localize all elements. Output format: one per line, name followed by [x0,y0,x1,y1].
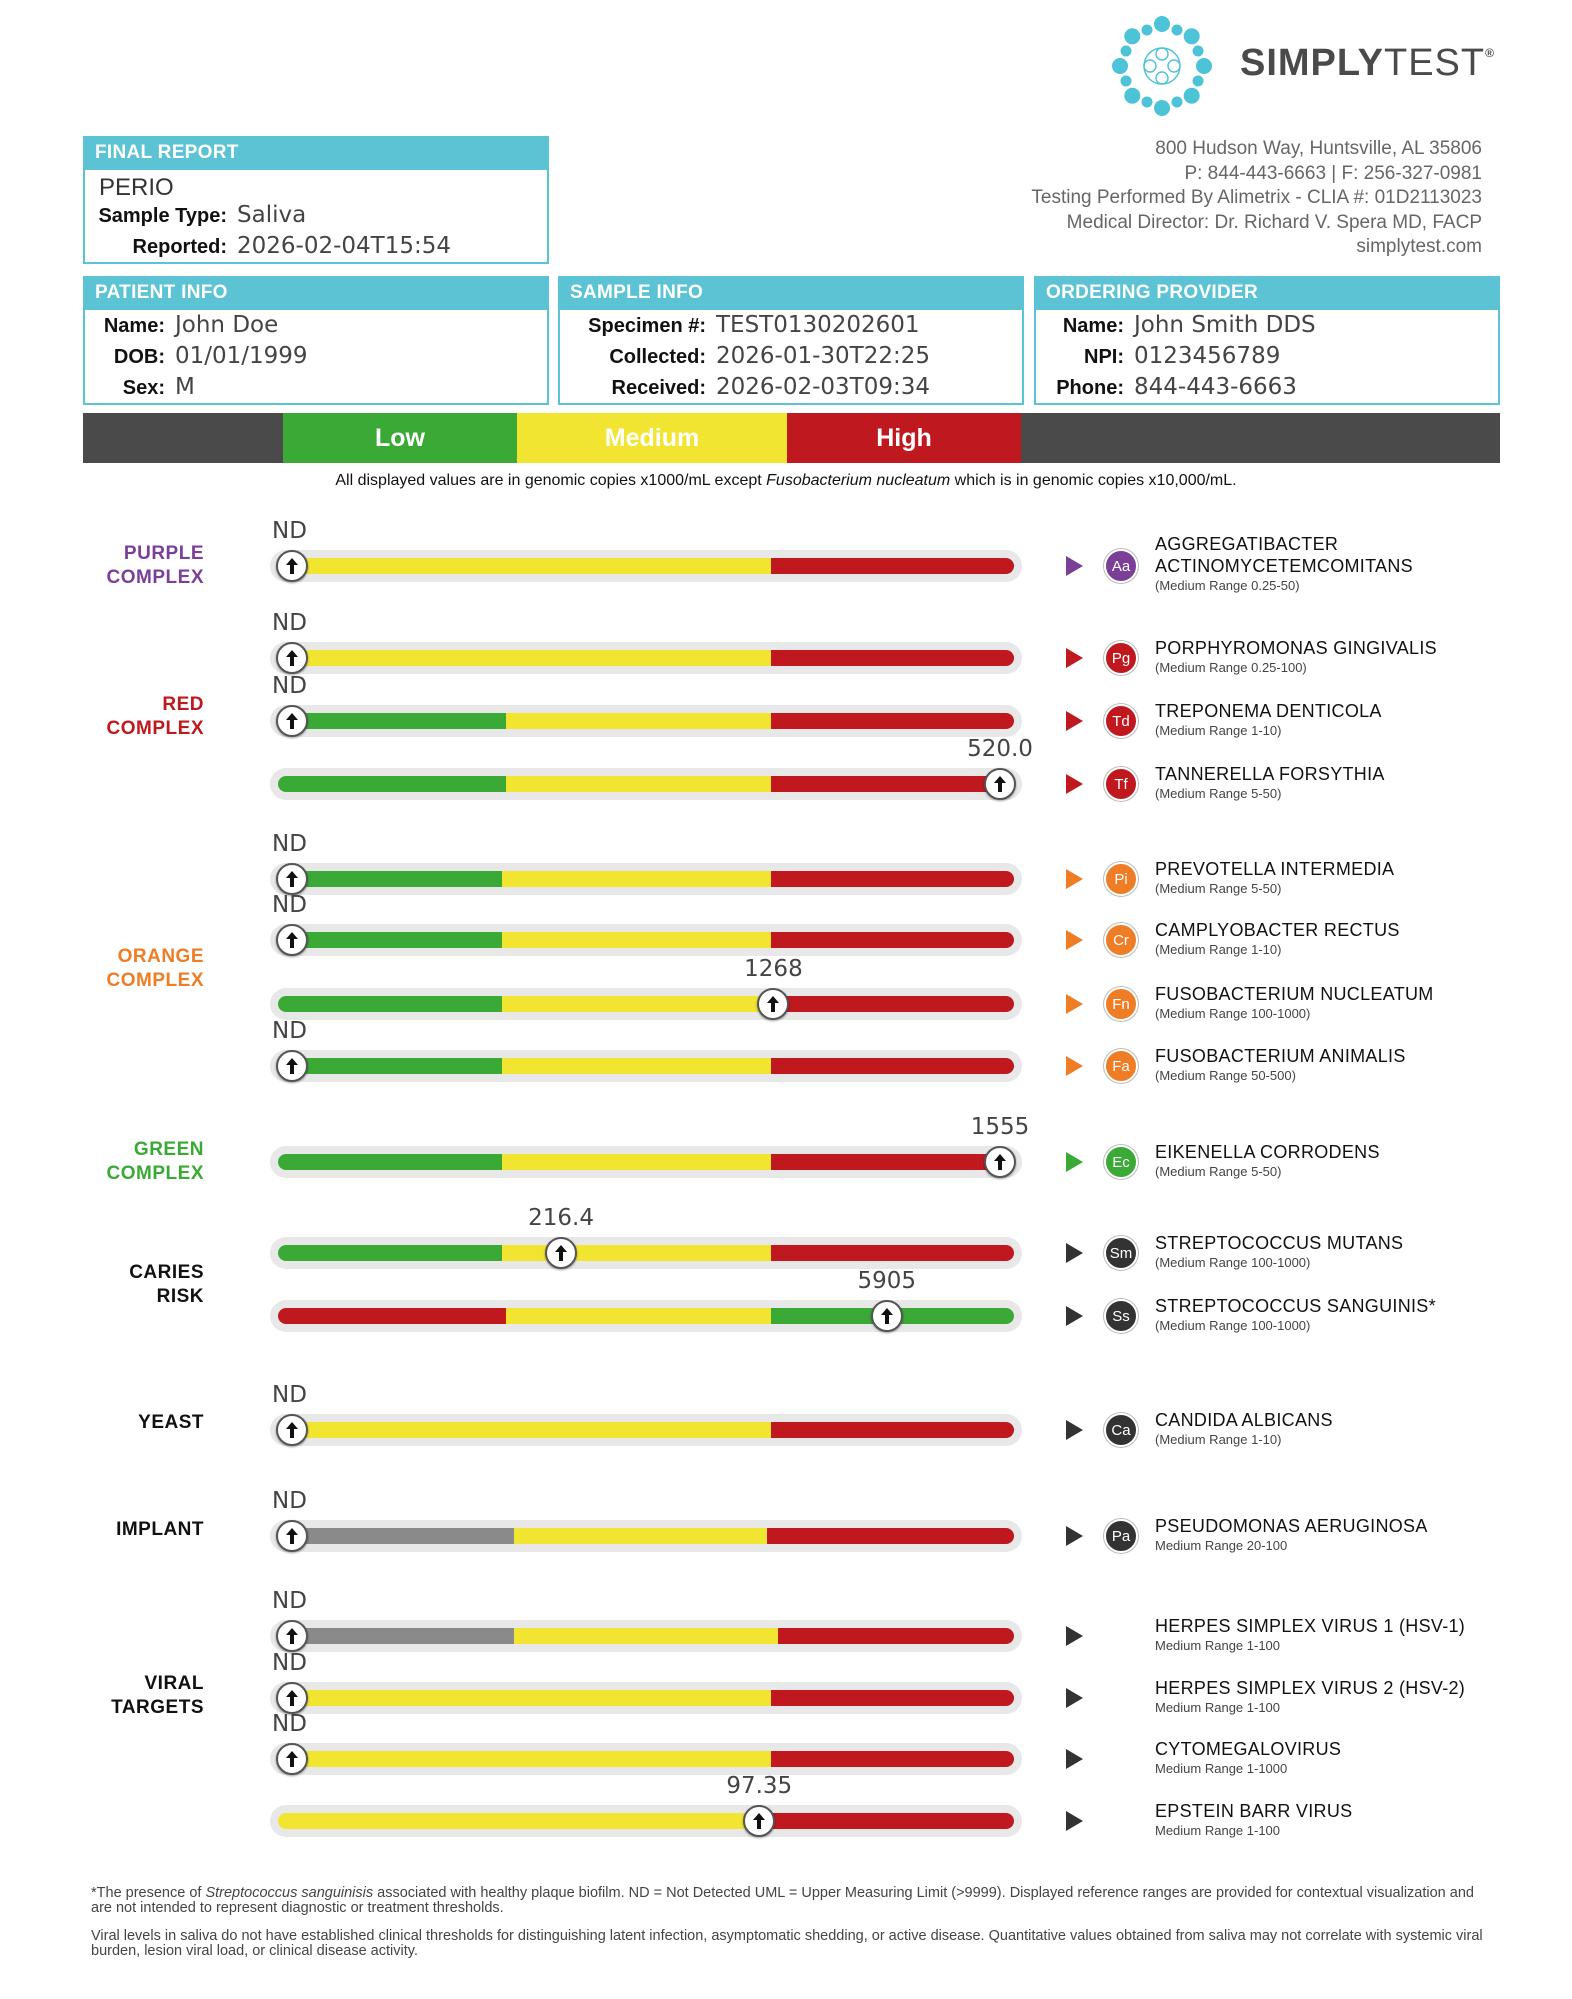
organism-label [1155,637,1437,677]
gauge-fill [278,871,1014,887]
reported-label: Reported: [132,236,227,258]
expand-arrow-icon[interactable] [1066,711,1083,731]
gauge-value: ND [272,1382,307,1408]
gauge-track [270,1520,1022,1552]
expand-arrow-icon[interactable] [1066,869,1083,889]
gauge-marker [276,1520,308,1552]
organism-label [1155,1141,1380,1181]
organism-label [1155,1295,1436,1335]
provider-phone-label: Phone: [1056,377,1124,399]
gauge-fill [278,932,1014,948]
organism-range: (Medium Range 1-10) [1155,723,1282,738]
gauge-band-green [278,1245,502,1261]
expand-arrow-icon[interactable] [1066,556,1083,576]
arrow-up-icon [553,1244,569,1262]
gauge-band-yellow [502,932,771,948]
gauge-marker [276,1050,308,1082]
organism-badge: Pg [1104,641,1138,675]
gauge-track [270,1050,1022,1082]
ordering-provider-box [1034,276,1500,405]
patient-name-label: Name: [103,315,165,337]
gauge-marker [984,768,1016,800]
ordering-provider-header: ORDERING PROVIDER [1036,278,1498,310]
medical-director-line: Medical Director: Dr. Richard V. Spera MD, FACP [1066,211,1482,233]
final-report-box [83,136,549,264]
arrow-up-icon [284,870,300,888]
npi-label: NPI: [1084,346,1124,368]
gauge-band-yellow [502,996,771,1012]
gauge-value: ND [272,1588,307,1614]
gauge-band-red [771,1058,1014,1074]
sample-info-box [558,276,1024,405]
expand-arrow-icon[interactable] [1066,930,1083,950]
arrow-up-icon [284,1057,300,1075]
collected-value: 2026-01-30T22:25 [716,343,930,369]
gauge-value: 5905 [857,1268,916,1294]
gauge-fill [278,558,1014,574]
arrow-up-icon [284,1421,300,1439]
organism-badge: Cr [1104,923,1138,957]
viral-targets-label: VIRAL TARGETS [111,1673,204,1718]
legend-low: Low [283,413,517,463]
organism-name: TREPONEMA DENTICOLA [1155,701,1382,721]
gauge-band-yellow [514,1628,779,1644]
gauge-value: ND [272,1018,307,1044]
gauge-band-red [771,1751,1014,1767]
organism-badge: Aa [1104,549,1138,583]
gauge-marker [276,550,308,582]
organism-range: Medium Range 1-1000 [1155,1761,1288,1776]
organism-badge: Td [1104,704,1138,738]
provider-name-value: John Smith DDS [1134,312,1316,338]
organism-name: AGGREGATIBACTER [1155,534,1339,554]
footnote-viral: Viral levels in saliva do not have established clinical thresholds for distinguishing latent infection, asymptomatic shedding, or active disease. Quantitative values obtained from saliva may not correlate with systemic viral burden, lesion viral load, or clinical disease activity. [91,1928,1483,1959]
organism-badge: Ca [1104,1413,1138,1447]
gauge-track [270,550,1022,582]
expand-arrow-icon[interactable] [1066,1306,1083,1326]
gauge-value: ND [272,1650,307,1676]
arrow-up-icon [284,931,300,949]
gauge-value: 97.35 [726,1773,793,1799]
gauge-marker [871,1300,903,1332]
gauge-band-yellow [506,1308,771,1324]
gauge-track [270,1300,1022,1332]
gauge-value: ND [272,610,307,636]
gauge-band-yellow [278,1751,771,1767]
gauge-track [270,1237,1022,1269]
gauge-marker [276,642,308,674]
specimen-value: TEST0130202601 [716,312,920,338]
organism-name: PREVOTELLA INTERMEDIA [1155,859,1395,879]
gauge-value: 216.4 [528,1205,594,1231]
gauge-marker [276,1414,308,1446]
organism-range: (Medium Range 50-500) [1155,1068,1296,1083]
gauge-marker [276,863,308,895]
brand-name: SIMPLYTEST® [1240,42,1495,84]
gauge-band-red [771,1422,1014,1438]
gauge-track [270,863,1022,895]
gauge-value: ND [272,831,307,857]
gauge-value: ND [272,1488,307,1514]
gauge-band-red [771,558,1014,574]
expand-arrow-icon[interactable] [1066,1420,1083,1440]
organism-badge: Ec [1104,1145,1138,1179]
gauge-track [270,768,1022,800]
organism-name: ACTINOMYCETEMCOMITANS [1155,556,1413,576]
gauge-band-red [771,776,1014,792]
gauge-track [270,642,1022,674]
patient-name-value: John Doe [175,312,279,338]
gauge-band-red [278,1308,506,1324]
organism-range: (Medium Range 0.25-100) [1155,660,1307,675]
gauge-fill [278,1245,1014,1261]
gauge-band-red [771,871,1014,887]
specimen-label: Specimen #: [588,315,706,337]
purple-complex-label: PURPLE COMPLEX [106,543,204,588]
organism-badge: Fn [1104,987,1138,1021]
organism-name: HERPES SIMPLEX VIRUS 1 (HSV-1) [1155,1616,1466,1636]
patient-info-box [83,276,549,405]
address-line: 800 Hudson Way, Huntsville, AL 35806 [1155,138,1482,159]
gauge-track [270,1805,1022,1837]
gauge-track [270,1414,1022,1446]
gauge-band-red [771,713,1014,729]
gauge-band-red [771,1813,1014,1829]
gauge-track [270,1620,1022,1652]
gauge-track [270,1682,1022,1714]
arrow-up-icon [284,1527,300,1545]
patient-info-header: PATIENT INFO [85,278,547,310]
gauge-band-yellow [502,1245,771,1261]
footnote-sanguinis: *The presence of Streptococcus sanguinisis associated with healthy plaque biofilm. ND = Not Detected UML = Upper Measuring Limit (>9999). Displayed reference ranges are provided for contextual visualization and are not intended to represent diagnostic or treatment thresholds. [91,1885,1474,1916]
organism-badge: Tf [1104,767,1138,801]
expand-arrow-icon[interactable] [1066,1749,1083,1769]
gauge-track [270,1146,1022,1178]
gauge-fill [278,1751,1014,1767]
gauge-fill [278,776,1014,792]
green-complex-label: GREEN COMPLEX [106,1139,204,1184]
gauge-marker [276,705,308,737]
arrow-up-icon [992,775,1008,793]
organism-label [1155,1515,1428,1555]
gauge-band-red [771,650,1014,666]
gauge-fill [278,713,1014,729]
final-report-header: FINAL REPORT [85,138,547,170]
arrow-up-icon [879,1307,895,1325]
lab-address-block [1031,137,1482,260]
units-note: All displayed values are in genomic copies x1000/mL except Fusobacterium nucleatum which is in genomic copies x10,000/mL. [335,472,1237,489]
organism-badge: Sm [1104,1236,1138,1270]
gauge-track [270,1743,1022,1775]
gauge-band-green [278,776,506,792]
clia-line: Testing Performed By Alimetrix - CLIA #: 01D2113023 [1031,187,1482,208]
gauge-band-yellow [502,1058,771,1074]
gauge-value: ND [272,1711,307,1737]
gauge-band-yellow [502,1154,771,1170]
gauge-band-red [771,1245,1014,1261]
organism-range: (Medium Range 5-50) [1155,786,1282,801]
organism-label [1155,700,1382,740]
level-legend-bar [83,413,1500,463]
organism-name: FUSOBACTERIUM NUCLEATUM [1155,984,1434,1004]
website-link[interactable]: simplytest.com [1356,236,1482,257]
arrow-up-icon [284,1627,300,1645]
gauge-marker [276,1743,308,1775]
gauge-marker [743,1805,775,1837]
sample-type-value: Saliva [237,202,307,228]
gauge-band-red [767,1528,1014,1544]
legend-high: High [787,413,1021,463]
organism-label [1155,983,1434,1023]
expand-arrow-icon[interactable] [1066,1526,1083,1546]
gauge-band-red [771,996,1014,1012]
sample-info-header: SAMPLE INFO [560,278,1022,310]
organism-name: STREPTOCOCCUS SANGUINIS* [1155,1296,1436,1316]
organism-name: HERPES SIMPLEX VIRUS 2 (HSV-2) [1155,1678,1466,1698]
organism-badge: Ss [1104,1299,1138,1333]
expand-arrow-icon[interactable] [1066,1152,1083,1172]
gauge-value: 1555 [970,1114,1030,1140]
sample-type-label: Sample Type: [98,205,227,227]
gauge-band-green [278,1154,502,1170]
arrow-up-icon [284,712,300,730]
expand-arrow-icon[interactable] [1066,648,1083,668]
expand-arrow-icon[interactable] [1066,774,1083,794]
yeast-label: YEAST [138,1412,204,1433]
organism-range: Medium Range 1-100 [1155,1638,1281,1653]
organism-label [1155,1409,1333,1449]
organism-name: PORPHYROMONAS GINGIVALIS [1155,638,1437,658]
organism-label [1155,1738,1341,1778]
gauge-band-green [278,871,502,887]
gauge-band-yellow [506,776,771,792]
collected-label: Collected: [609,346,706,368]
gauge-track [270,705,1022,737]
expand-arrow-icon[interactable] [1066,1243,1083,1263]
gauge-fill [278,1422,1014,1438]
gauge-marker [276,1620,308,1652]
organism-name: FUSOBACTERIUM ANIMALIS [1155,1046,1406,1066]
gauge-band-yellow [502,871,771,887]
organism-range: Medium Range 1-100 [1155,1700,1281,1715]
organism-name: CAMPLYOBACTER RECTUS [1155,920,1400,940]
gauge-band-yellow [278,1422,771,1438]
expand-arrow-icon[interactable] [1066,1688,1083,1708]
received-value: 2026-02-03T09:34 [716,374,930,400]
received-label: Received: [611,377,706,399]
organism-range: (Medium Range 100-1000) [1155,1255,1311,1270]
gauge-fill [278,1628,1014,1644]
gauge-band-yellow [506,713,771,729]
gauge-band-yellow [278,1690,771,1706]
arrow-up-icon [284,1750,300,1768]
organism-label [1155,1677,1465,1717]
gauge-fill [278,1058,1014,1074]
gauge-marker [545,1237,577,1269]
arrow-up-icon [284,557,300,575]
gauge-band-gray [278,1628,514,1644]
expand-arrow-icon[interactable] [1066,1626,1083,1646]
dob-value: 01/01/1999 [175,343,308,369]
organism-name: CYTOMEGALOVIRUS [1155,1739,1342,1759]
reported-value: 2026-02-04T15:54 [237,233,451,259]
sex-label: Sex: [122,377,165,399]
gauge-marker [984,1146,1016,1178]
organism-name: EPSTEIN BARR VIRUS [1155,1801,1353,1821]
expand-arrow-icon[interactable] [1066,994,1083,1014]
gauge-marker [276,1682,308,1714]
organism-range: (Medium Range 100-1000) [1155,1006,1311,1021]
red-complex-label: RED COMPLEX [106,694,204,739]
expand-arrow-icon[interactable] [1066,1056,1083,1076]
gauge-band-green [278,932,502,948]
gauge-fill [278,1308,1014,1324]
gauge-marker [276,924,308,956]
gauge-band-red [771,932,1014,948]
gauge-band-yellow [278,558,771,574]
implant-label: IMPLANT [116,1519,204,1540]
gauge-fill [278,1690,1014,1706]
organism-badge: Fa [1104,1049,1138,1083]
gauge-fill [278,1154,1014,1170]
expand-arrow-icon[interactable] [1066,1811,1083,1831]
gauge-fill [278,650,1014,666]
phone-fax-line: P: 844-443-6663 | F: 256-327-0981 [1184,162,1482,184]
organism-badge: Pa [1104,1519,1138,1553]
npi-value: 0123456789 [1134,343,1281,369]
gauge-band-green [278,713,506,729]
organism-name: CANDIDA ALBICANS [1155,1410,1333,1430]
organism-label [1155,1232,1403,1272]
organism-range: (Medium Range 5-50) [1155,881,1282,896]
organism-name: STREPTOCOCCUS MUTANS [1155,1233,1404,1253]
caries-risk-label: CARIES RISK [129,1262,204,1307]
gauge-value: 1268 [744,956,803,982]
gauge-band-gray [278,1528,514,1544]
gauge-band-yellow [278,1813,771,1829]
arrow-up-icon [284,1689,300,1707]
organism-range: (Medium Range 1-10) [1155,942,1282,957]
organism-range: Medium Range 1-100 [1155,1823,1281,1838]
organism-label [1155,763,1385,803]
gauge-value: ND [272,892,307,918]
legend-medium: Medium [517,413,787,463]
arrow-up-icon [284,649,300,667]
gauge-band-red [771,1154,1014,1170]
organism-range: (Medium Range 1-10) [1155,1432,1282,1447]
organism-badge: Pi [1104,862,1138,896]
gauge-track [270,924,1022,956]
gauge-value: 520.0 [967,736,1033,762]
gauge-band-red [771,1690,1014,1706]
organism-label [1155,1800,1352,1840]
provider-phone-value: 844-443-6663 [1134,374,1297,400]
dob-label: DOB: [113,346,165,368]
organism-name: EIKENELLA CORRODENS [1155,1142,1380,1162]
orange-complex-label: ORANGE COMPLEX [106,946,204,991]
organism-label [1155,1615,1465,1655]
organism-range: (Medium Range 100-1000) [1155,1318,1311,1333]
organism-label [1155,533,1413,595]
organism-range: (Medium Range 0.25-50) [1155,578,1300,593]
test-name: PERIO [99,174,174,201]
provider-name-label: Name: [1062,315,1124,337]
gauge-band-yellow [514,1528,768,1544]
arrow-up-icon [751,1812,767,1830]
gauge-marker [757,988,789,1020]
gauge-fill [278,1813,1014,1829]
organism-name: TANNERELLA FORSYTHIA [1155,764,1385,784]
organism-label [1155,919,1400,959]
gauge-fill [278,1528,1014,1544]
arrow-up-icon [765,995,781,1013]
gauge-band-green [278,1058,502,1074]
organism-range: Medium Range 20-100 [1155,1538,1288,1553]
organism-label [1155,1045,1406,1085]
organism-range: (Medium Range 5-50) [1155,1164,1282,1179]
organism-name: PSEUDOMONAS AERUGINOSA [1155,1516,1428,1536]
legend-spacer-left [83,413,283,463]
simplytest-logo-icon [1110,14,1214,118]
gauge-band-yellow [278,650,771,666]
gauge-value: ND [272,518,307,544]
gauge-fill [278,996,1014,1012]
gauge-value: ND [272,673,307,699]
organism-label [1155,858,1394,898]
gauge-band-red [778,1628,1014,1644]
arrow-up-icon [992,1153,1008,1171]
gauge-track [270,988,1022,1020]
sex-value: M [175,374,195,400]
gauge-band-green [278,996,502,1012]
